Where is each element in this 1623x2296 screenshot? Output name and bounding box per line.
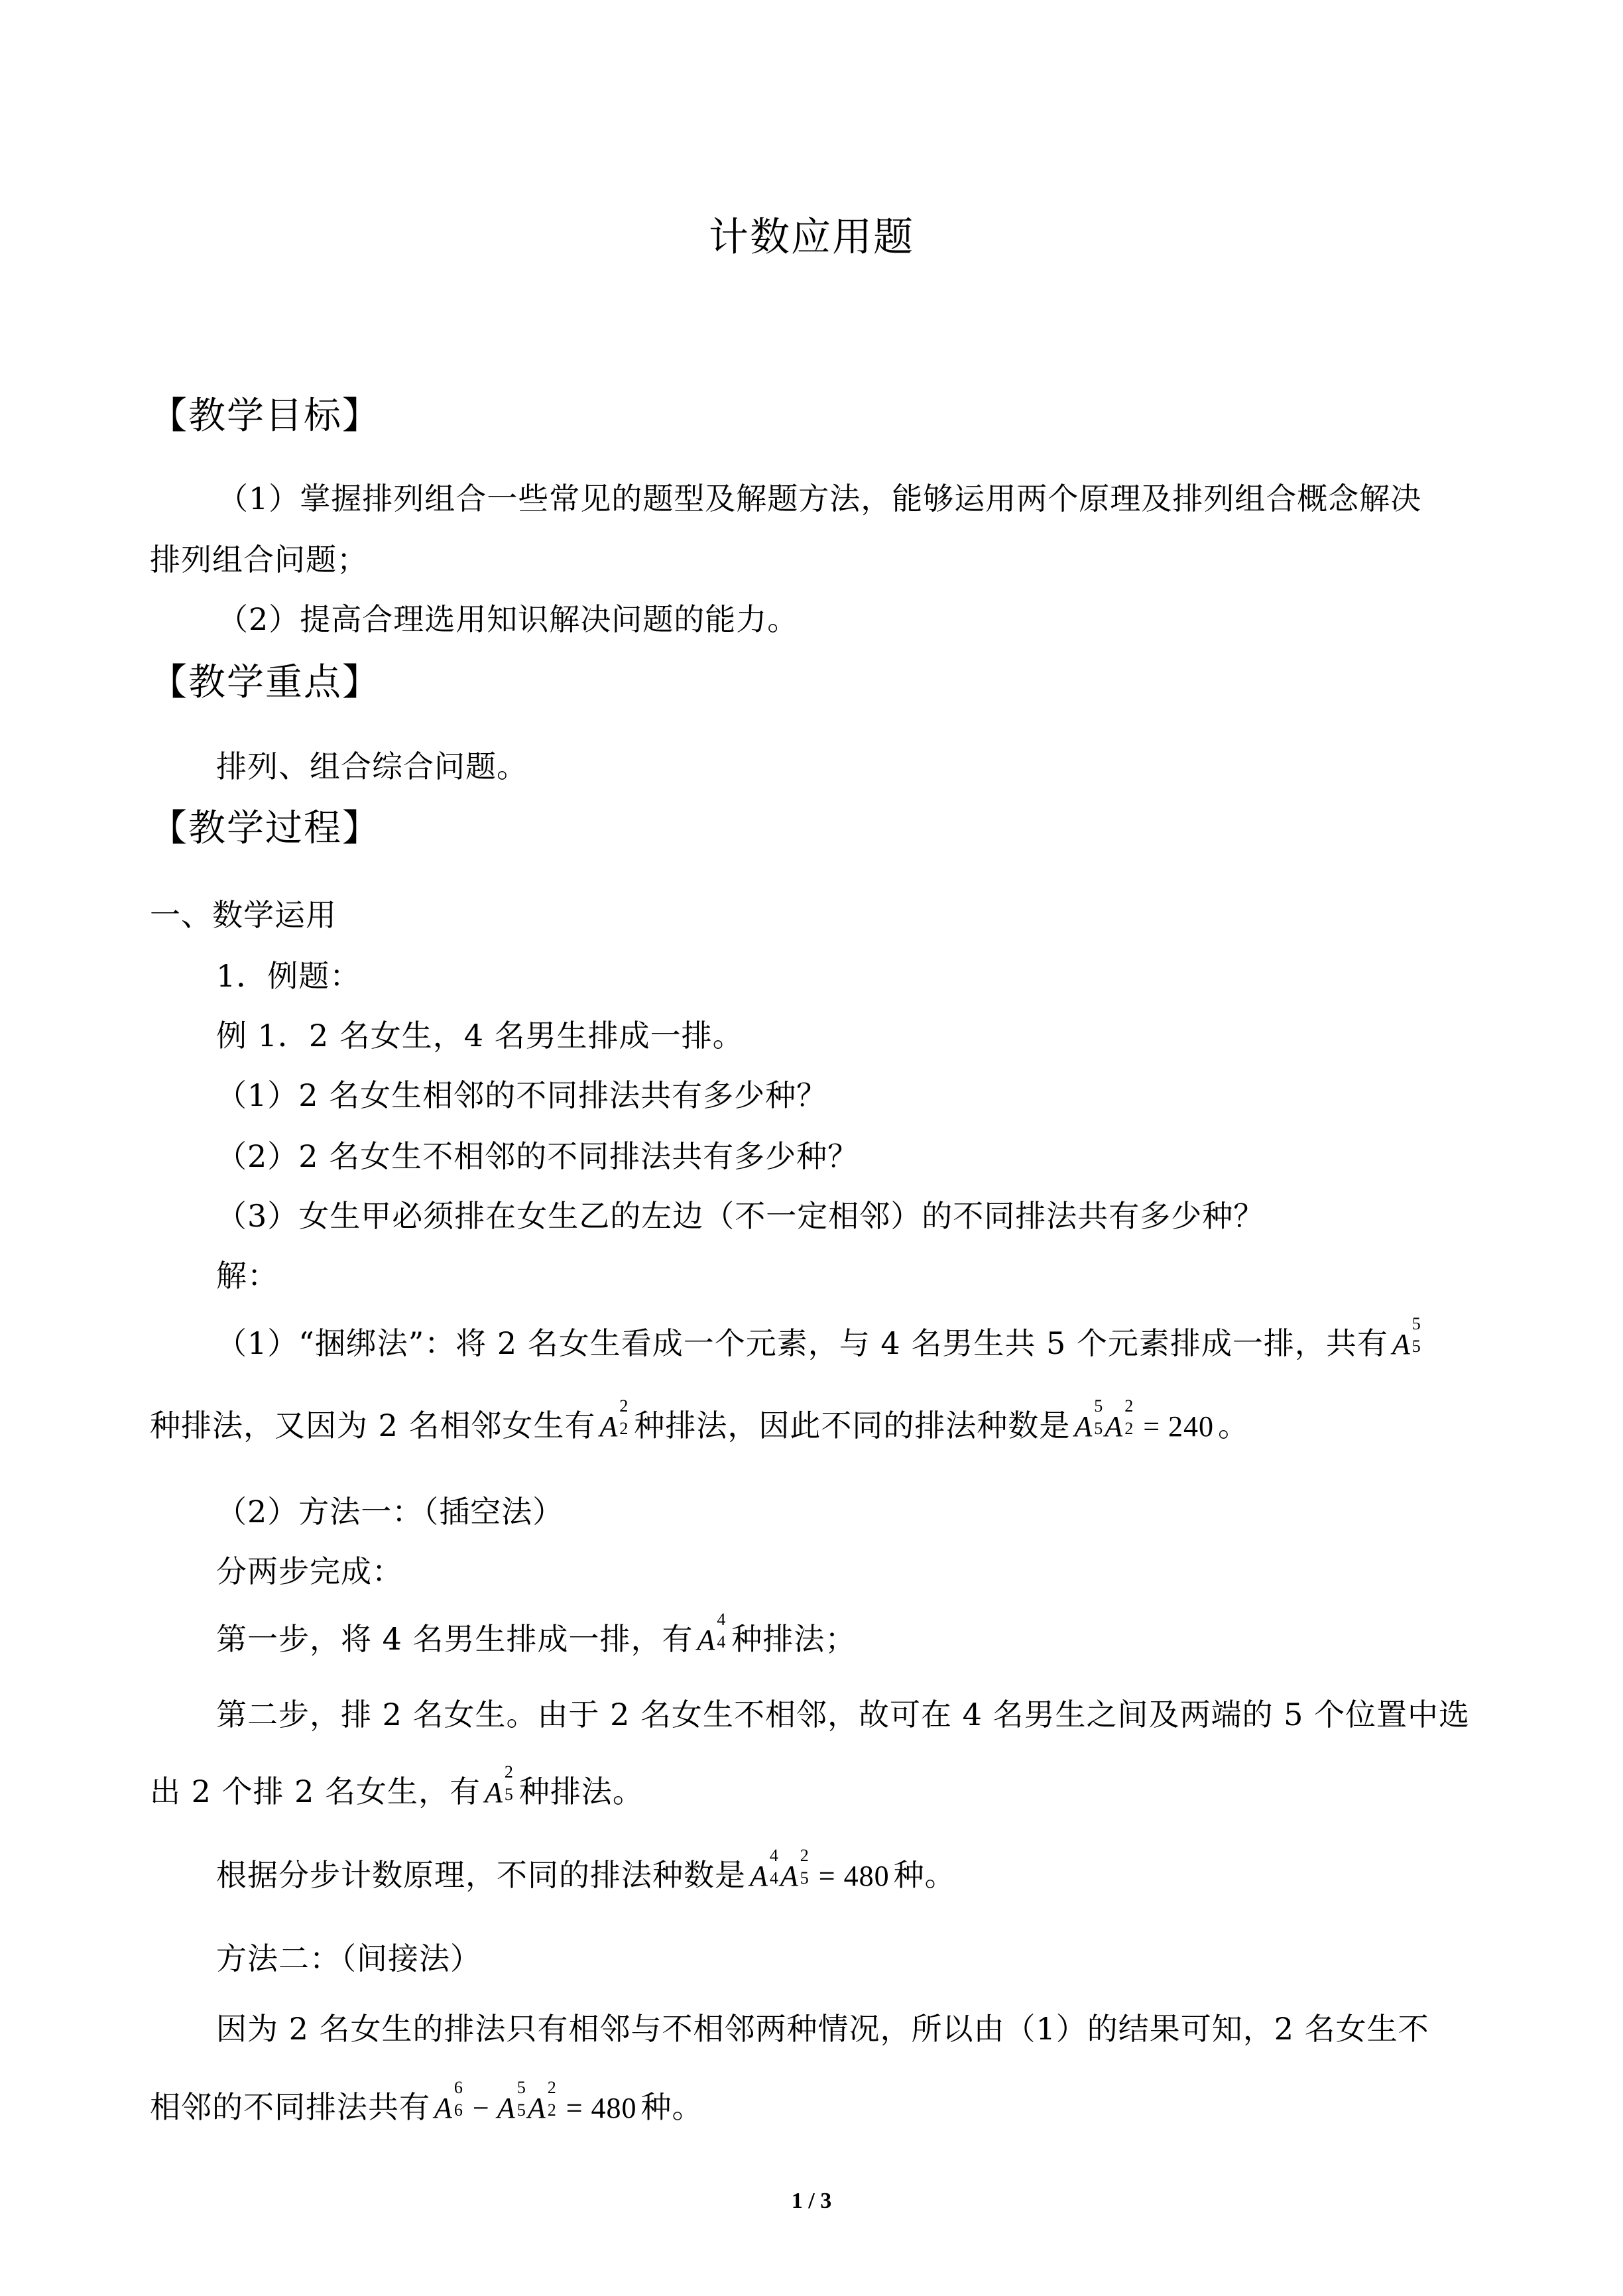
- formula-A44A52: A 4 4 A 2 5 = 480: [750, 1846, 890, 1892]
- solution-1-text-b: 种排法，又因为 2 名相邻女生有: [150, 1408, 596, 1443]
- formula-A22: A 2 2: [599, 1396, 629, 1443]
- conclusion-text-b: 种。: [893, 1857, 956, 1893]
- heading-objectives: 【教学目标】: [150, 394, 381, 438]
- solution-2-step-2-line-2: [150, 1762, 644, 1814]
- solution-2-step-1: [216, 1610, 857, 1662]
- step-1-text-b: 种排法；: [731, 1621, 857, 1657]
- question-1: （1）2 名女生相邻的不同排法共有多少种？: [216, 1077, 828, 1113]
- formula-A66-minus-A55A22: A 6 6 − A 5 5 A 2 2 = 480: [434, 2078, 637, 2124]
- solution-2-method-1: （2）方法一：（插空法）: [216, 1494, 564, 1530]
- method-2-line-1: 因为 2 名女生的排法只有相邻与不相邻两种情况，所以由（1）的结果可知，2 名女生不: [216, 2011, 1429, 2047]
- solution-1-line-2: [150, 1396, 1250, 1448]
- formula-A55A22: A 5 5 A 2 2 = 240: [1074, 1396, 1215, 1443]
- keypoints-text: 排列、组合综合问题。: [216, 749, 528, 784]
- question-2: （2）2 名女生不相邻的不同排法共有多少种？: [216, 1138, 859, 1174]
- method-2-line-2: [150, 2078, 703, 2130]
- solution-2-conclusion: [216, 1846, 956, 1898]
- solution-label: 解：: [216, 1258, 278, 1294]
- part-1-title: 一、数学运用: [150, 897, 337, 933]
- formula-A55: A 5 5: [1392, 1314, 1421, 1360]
- method-2-text-a: 相邻的不同排法共有: [150, 2089, 430, 2125]
- page-title: 计数应用题: [709, 214, 914, 261]
- heading-keypoints: 【教学重点】: [150, 661, 381, 704]
- formula-result-480-b: = 480: [566, 2092, 637, 2124]
- step-2-text-a: 出 2 个排 2 名女生，有: [150, 1774, 481, 1809]
- solution-2-step-2-line-1: 第二步，排 2 名女生。由于 2 名女生不相邻，故可在 4 名男生之间及两端的 5 个位置中选: [216, 1697, 1471, 1732]
- objective-1-line-1: （1）掌握排列组合一些常见的题型及解题方法，能够运用两个原理及排列组合概念解决: [217, 481, 1422, 516]
- solution-1-line-1: [216, 1314, 1427, 1366]
- formula-result-480-a: = 480: [818, 1860, 890, 1892]
- solution-1-text-d: 。: [1218, 1408, 1250, 1443]
- solution-1-text-c: 种排法，因此不同的排法种数是: [634, 1408, 1071, 1443]
- heading-process: 【教学过程】: [150, 807, 381, 850]
- solution-2-method-2: 方法二：（间接法）: [216, 1941, 481, 1976]
- objective-2: （2）提高合理选用知识解决问题的能力。: [217, 601, 799, 637]
- question-3: （3）女生甲必须排在女生乙的左边（不一定相邻）的不同排法共有多少种？: [216, 1198, 1265, 1234]
- solution-1-text-a: （1）“捆绑法”：将 2 名女生看成一个元素，与 4 名男生共 5 个元素排成一排，共有: [216, 1325, 1388, 1361]
- solution-2-steps: 分两步完成：: [216, 1553, 403, 1589]
- objective-1-line-2: 排列组合问题；: [150, 542, 368, 577]
- formula-A52: A 2 5: [485, 1762, 514, 1809]
- formula-result-240: = 240: [1143, 1410, 1215, 1443]
- example-1: 例 1．2 名女生，4 名男生排成一排。: [216, 1018, 744, 1054]
- formula-A44: A 4 4: [697, 1610, 727, 1656]
- step-1-text-a: 第一步，将 4 名男生排成一排，有: [216, 1621, 693, 1657]
- conclusion-text-a: 根据分步计数原理，不同的排法种数是: [216, 1857, 746, 1893]
- step-2-text-b: 种排法。: [518, 1774, 644, 1809]
- subsection-examples: 1．例题：: [216, 958, 361, 994]
- page-number: 1 / 3: [791, 2189, 832, 2213]
- method-2-text-b: 种。: [640, 2089, 703, 2125]
